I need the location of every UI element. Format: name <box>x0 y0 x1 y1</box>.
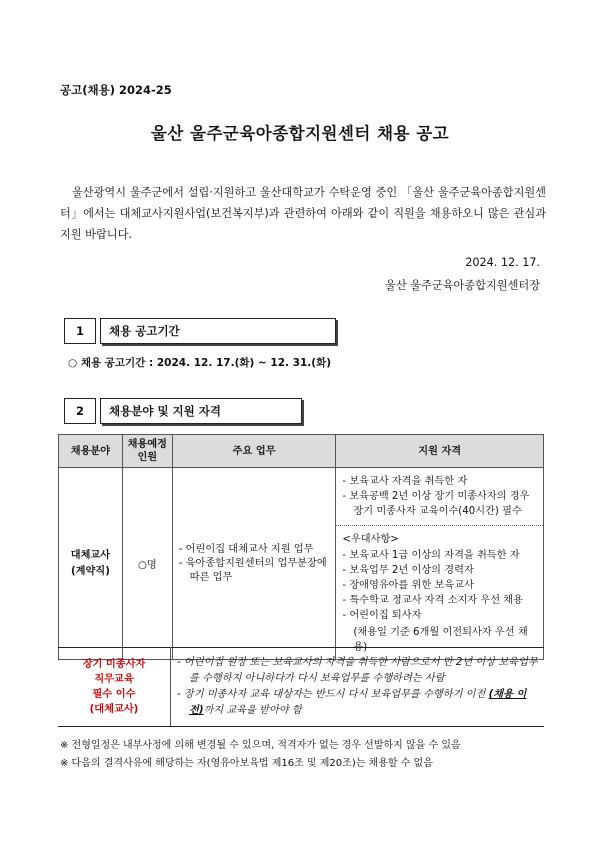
footnote: ※ 다음의 결격사유에 해당하는 자(영유아보육법 제16조 및 제20조)는 채용할 수 없음 <box>60 758 433 769</box>
section-1-title: 채용 공고기간 <box>100 318 336 344</box>
education-item-text: 까지 교육을 받아야 함 <box>203 705 302 716</box>
footnote: ※ 전형일정은 내부사정에 의해 변경될 수 있으며, 적격자가 없는 경우 선발하지 않을 수 있음 <box>60 740 461 751</box>
education-requirement-table <box>58 647 544 727</box>
preferred-item: - 보육교사 1급 이상의 자격을 취득한 자 <box>342 550 520 561</box>
education-underlined-text: (채용 이전) <box>189 689 527 716</box>
preferred-header: <우대사항> <box>342 534 399 545</box>
field-type: (계약직) <box>71 565 110 577</box>
education-label-line: 직무교육 <box>94 674 134 685</box>
required-item: - 보육교사 자격을 취득한 자 <box>342 476 468 487</box>
education-item <box>177 687 540 719</box>
duty-item: - 육아종합지원센터의 업무분장에 따른 업무 <box>178 557 327 583</box>
recruitment-table <box>58 434 544 660</box>
duty-item: - 어린이집 대체교사 지원 업무 <box>178 543 314 555</box>
header-duties: 주요 업무 <box>172 435 336 468</box>
field-name: 대체교사 <box>70 549 111 561</box>
education-label-line: (대체교사) <box>89 704 139 715</box>
section-2-number: 2 <box>64 398 96 424</box>
education-description <box>171 648 545 727</box>
table-row <box>58 648 544 727</box>
section-2-title: 채용분야 및 지원 자격 <box>100 398 302 424</box>
field-cell <box>59 468 123 660</box>
table-header-row <box>59 435 544 468</box>
preferred-item: - 보육업무 2년 이상의 경력자 <box>342 565 474 576</box>
education-label <box>58 648 171 727</box>
education-item: - 어린이집 원장 또는 보육교사의 자격을 취득한 사람으로서 만 2년 이상 보육업무를 수행하지 아니하다가 다시 보육업무를 수행하려는 사람 <box>177 657 538 684</box>
education-label-line: 장기 미종사자 <box>82 659 146 670</box>
required-qualifications <box>336 468 543 526</box>
notice-number: 공고(채용) 2024-25 <box>60 83 172 97</box>
header-qualification: 지원 자격 <box>336 435 544 468</box>
table-row <box>59 468 544 660</box>
header-count-line2: 인원 <box>137 452 158 463</box>
notice-date: 2024. 12. 17. <box>465 256 540 269</box>
education-label-line: 필수 이수 <box>92 689 136 700</box>
intro-text: 울산광역시 울주군에서 설립·지원하고 울산대학교가 수탁운영 중인 「울산 울주군육아종합지원센터」에서는 대체교사지원사업(보건복지부)과 관련하여 아래와 같이 직원을 채용하오니 많은 관심과 지원 바랍니다. <box>60 186 546 241</box>
issuer: 울산 울주군육아종합지원센터장 <box>385 279 540 292</box>
preferred-sub-note: (채용일 기준 6개월 이전퇴사자 우선 채용) <box>353 627 528 653</box>
intro-paragraph <box>60 182 546 245</box>
count-cell: ○명 <box>122 468 172 660</box>
duties-cell <box>172 468 336 660</box>
preferred-qualifications <box>336 526 543 659</box>
qualification-cell <box>336 468 544 660</box>
recruitment-period: ○ 채용 공고기간 : 2024. 12. 17.(화) ~ 12. 31.(화) <box>68 357 332 369</box>
header-count-line1: 채용예정 <box>127 439 167 450</box>
header-count <box>122 435 172 468</box>
preferred-item: - 특수학교 정교사 자격 소지자 우선 채용 <box>342 595 523 606</box>
preferred-item: - 어린이집 퇴사자 <box>342 610 422 621</box>
required-item: - 보육공백 2년 이상 장기 미종사자의 경우 장기 미종사자 교육이수(40시간) 필수 <box>342 491 530 517</box>
preferred-item: - 장애영유아를 위한 보육교사 <box>342 580 474 591</box>
page-title: 울산 울주군육아종합지원센터 채용 공고 <box>150 124 450 143</box>
education-item-text: - 장기 미종사자 교육 대상자는 반드시 다시 보육업무를 수행하기 이전 <box>177 689 489 700</box>
header-field: 채용분야 <box>59 435 123 468</box>
section-1-number: 1 <box>64 318 96 344</box>
